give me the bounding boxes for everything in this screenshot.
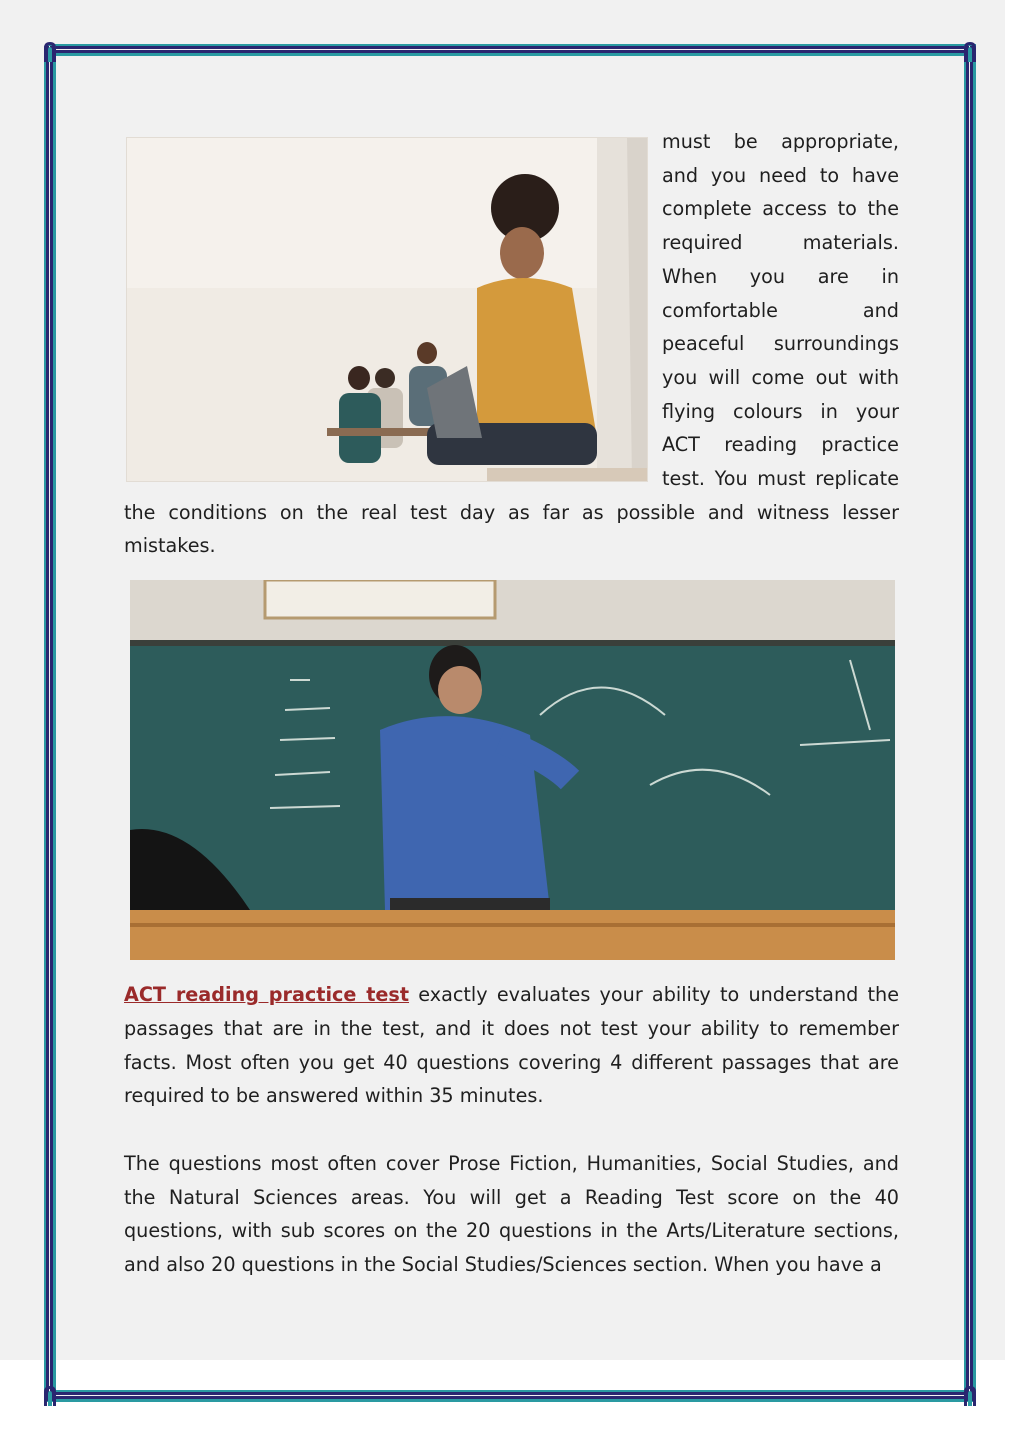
page-border-left xyxy=(44,46,56,1401)
teacher-chalkboard-photo xyxy=(130,580,895,960)
paragraph-2 xyxy=(124,978,899,1113)
border-corner-ornament-icon xyxy=(962,40,978,62)
border-corner-ornament-icon xyxy=(962,1384,978,1406)
paragraph-3: The questions most often cover Prose Fiction, Humanities, Social Studies, and the Natural Sciences areas. You will get a Reading Test score on the 40 questions, with sub scores on the 20 questions in the Arts/Literature sections, and also 20 questions in the Social Studies/Sciences section. When you have a xyxy=(124,1151,899,1277)
border-corner-ornament-icon xyxy=(42,1384,58,1406)
page-border-top xyxy=(46,44,976,56)
document-body xyxy=(124,125,899,1282)
act-reading-practice-test-link[interactable]: ACT reading practice test xyxy=(124,983,410,1007)
border-corner-ornament-icon xyxy=(42,40,58,62)
paragraph-1: must be appropriate, and you need to have complete access to the required materials. When you are in comfortable and peaceful surroundings you will come out with flying colours in your ACT reading practice test. You must replicate the conditions on the real test day as far as possible and witness lesser mistakes. xyxy=(124,130,899,558)
paragraph-2-text: exactly evaluates your ability to understand the passages that are in the test, and it does not test your ability to remember facts. Most often you get 40 questions covering 4 different passages that are required to be answered within 35 minutes. xyxy=(124,983,900,1108)
student-laptop-photo xyxy=(126,137,648,482)
page-border-bottom xyxy=(46,1390,976,1402)
page-border-right xyxy=(964,46,976,1401)
